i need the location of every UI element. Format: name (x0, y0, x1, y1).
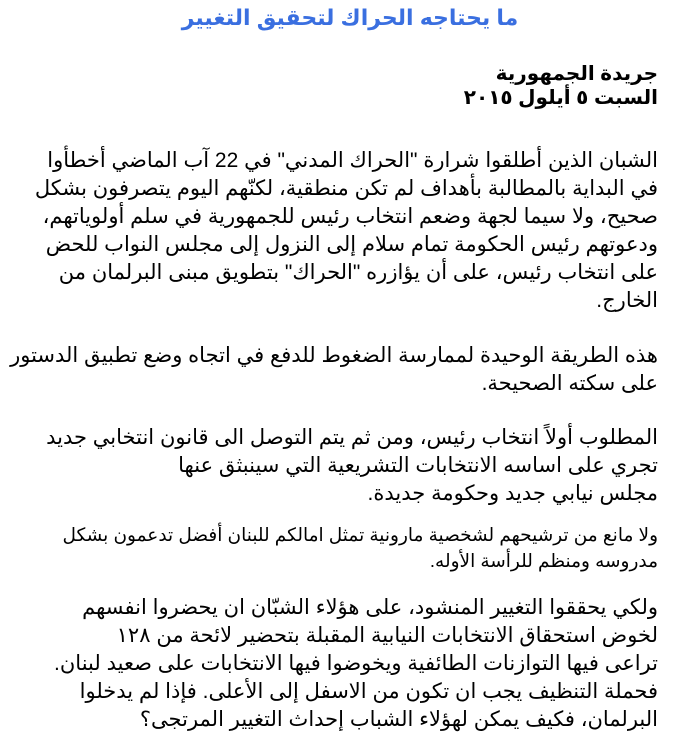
publication-date: السبت ٥ أيلول ٢٠١٥ (463, 87, 658, 109)
paragraph-1 (18, 147, 658, 315)
article-title: ما يحتاجه الحراك لتحقيق التغيير (181, 5, 519, 30)
paragraph-line: الخارج. (596, 289, 658, 312)
paragraph-line: ودعوتهم رئيس الحكومة تمام سلام إلى النزول إلى مجلس النواب للحض (45, 233, 658, 256)
paragraph-line: هذه الطريقة الوحيدة لممارسة الضغوط للدفع في اتجاه وضع تطبيق الدستور (10, 344, 658, 367)
paragraph-line: ولكي يحققوا التغيير المنشود، على هؤلاء الشبّان ان يحضروا انفسهم (82, 596, 658, 619)
paragraph-line: في البداية بالمطالبة بأهداف لم تكن منطقية، لكنّهم اليوم يتصرفون بشكل (34, 177, 658, 200)
paragraph-line: تراعى فيها التوازنات الطائفية ويخوضوا فيها الانتخابات على صعيد لبنان. (54, 652, 658, 675)
paragraph-line: ولا مانع من ترشيحهم لشخصية مارونية تمثل امالكم للبنان أفضل تدعمون بشكل (62, 524, 658, 545)
paragraph-3 (18, 424, 658, 508)
paragraph-line: تجري على اساسه الانتخابات التشريعية التي سينبثق عنها (178, 454, 658, 477)
paragraph-line: مجلس نيابي جديد وحكومة جديدة. (367, 482, 658, 505)
paragraph-5 (18, 594, 658, 734)
paragraph-2 (10, 342, 658, 398)
paragraph-line: صحيح، ولا سيما لجهة وضعم انتخاب رئيس للجمهورية في سلم أولوياتهم، (42, 205, 658, 228)
paragraph-line: البرلمان، فكيف يمكن لهؤلاء الشباب إحداث التغيير المرتجى؟ (139, 708, 658, 731)
newspaper-name: جريدة الجمهورية (495, 63, 658, 85)
paragraph-line: مدروسه ومنظم للرأسة الأوله. (429, 550, 658, 571)
paragraph-line: المطلوب أولاً انتخاب رئيس، ومن ثم يتم التوصل الى قانون انتخابي جديد (46, 426, 658, 449)
paragraph-line: الشبان الذين أطلقوا شرارة "الحراك المدني" في 22 آب الماضي أخطأوا (47, 149, 658, 172)
paragraph-line: لخوض استحقاق الانتخابات النيابية المقبلة بتحضير لائحة من ١٢٨ (116, 624, 658, 647)
article-meta (464, 62, 658, 110)
paragraph-4 (18, 522, 658, 574)
paragraph-line: فحملة التنظيف يجب ان تكون من الاسفل إلى الأعلى. فإذا لم يدخلوا (79, 680, 658, 703)
paragraph-line: على سكته الصحيحة. (481, 372, 658, 395)
paragraph-line: على انتخاب رئيس، على أن يؤازره "الحراك" بتطويق مبنى البرلمان من (58, 261, 658, 284)
